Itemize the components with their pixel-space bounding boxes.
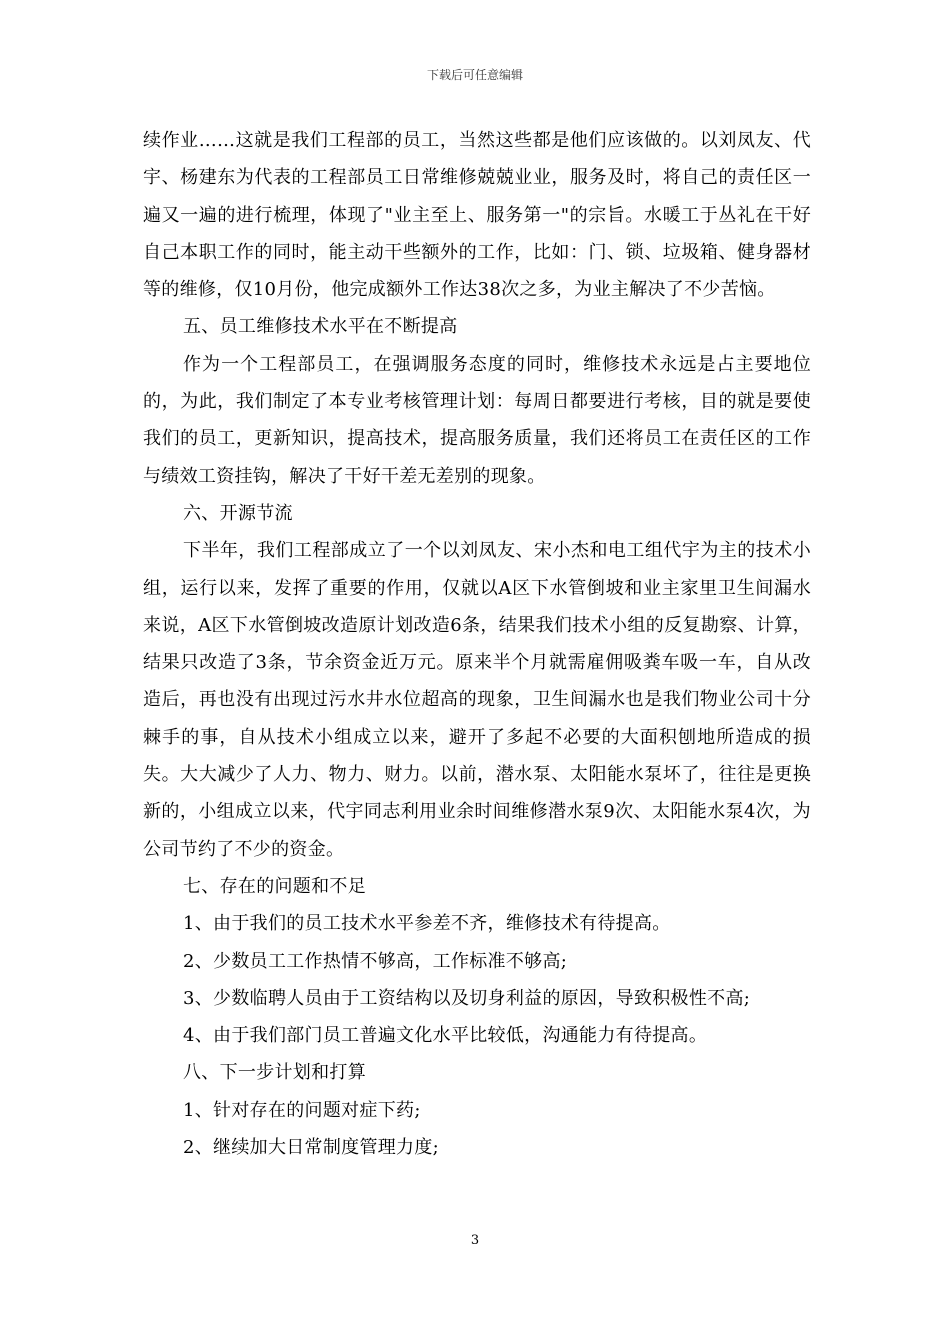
list-item-problem-1: 1、由于我们的员工技术水平参差不齐，维修技术有待提高。 <box>183 913 671 935</box>
paragraph-cost-saving: 下半年，我们工程部成立了一个以刘凤友、宋小杰和电工组代宇为主的技术小组，运行以来，发挥了重要的作用，仅就以A区下水管倒坡和业主家里卫生间漏水来说，A区下水管倒坡改造原计划改造6条，结果我们技术小组的反复勘察、计算，结果只改造了3条，节余资金近万元。原来半个月就需雇佣吸粪车吸一车，自从改造后，再也没有出现过污水井水位超高的现象，卫生间漏水也是我们物业公司十分棘手的事，自从技术小组成立以来，避开了多起不必要的大面积刨地所造成的损失。大大减少了人力、物力、财力。以前，潜水泵、太阳能水泵坏了，往往是更换新的，小组成立以来，代宇同志利用业余时间维修潜水泵9次、太阳能水泵4次，为公司节约了不少的资金。 <box>143 540 811 860</box>
paragraph-continuation: 续作业……这就是我们工程部的员工，当然这些都是他们应该做的。以刘凤友、代宇、杨建东为代表的工程部员工日常维修兢兢业业，服务及时，将自己的责任区一遍又一遍的进行梳理，体现了"业主至上、服务第一"的宗旨。水暖工于丛礼在干好自己本职工作的同时，能主动干些额外的工作，比如：门、锁、垃圾箱、健身器材等的维修，仅10月份，他完成额外工作达38次之多，为业主解决了不少苦恼。 <box>143 130 811 301</box>
document-body <box>143 122 811 1166</box>
list-item-plan-2: 2、继续加大日常制度管理力度; <box>183 1137 440 1159</box>
list-item-problem-3: 3、少数临聘人员由于工资结构以及切身利益的原因，导致积极性不高; <box>183 987 751 1009</box>
section-heading-7: 七、存在的问题和不足 <box>183 875 366 897</box>
page-header: 下载后可任意编辑 <box>426 68 523 82</box>
section-heading-8: 八、下一步计划和打算 <box>183 1062 366 1084</box>
list-item-plan-1: 1、针对存在的问题对症下药; <box>183 1099 421 1121</box>
paragraph-technical-skills: 作为一个工程部员工，在强调服务态度的同时，维修技术永远是占主要地位的，为此，我们制定了本专业考核管理计划：每周日都要进行考核，目的就是要使我们的员工，更新知识，提高技术，提高服务质量，我们还将员工在责任区的工作与绩效工资挂钩，解决了干好干差无差别的现象。 <box>143 353 811 487</box>
section-heading-6: 六、开源节流 <box>183 502 293 524</box>
section-heading-5: 五、员工维修技术水平在不断提高 <box>183 316 458 338</box>
list-item-problem-4: 4、由于我们部门员工普遍文化水平比较低，沟通能力有待提高。 <box>183 1025 708 1047</box>
page-number: 3 <box>470 1233 480 1248</box>
list-item-problem-2: 2、少数员工工作热情不够高，工作标准不够高; <box>183 950 568 972</box>
